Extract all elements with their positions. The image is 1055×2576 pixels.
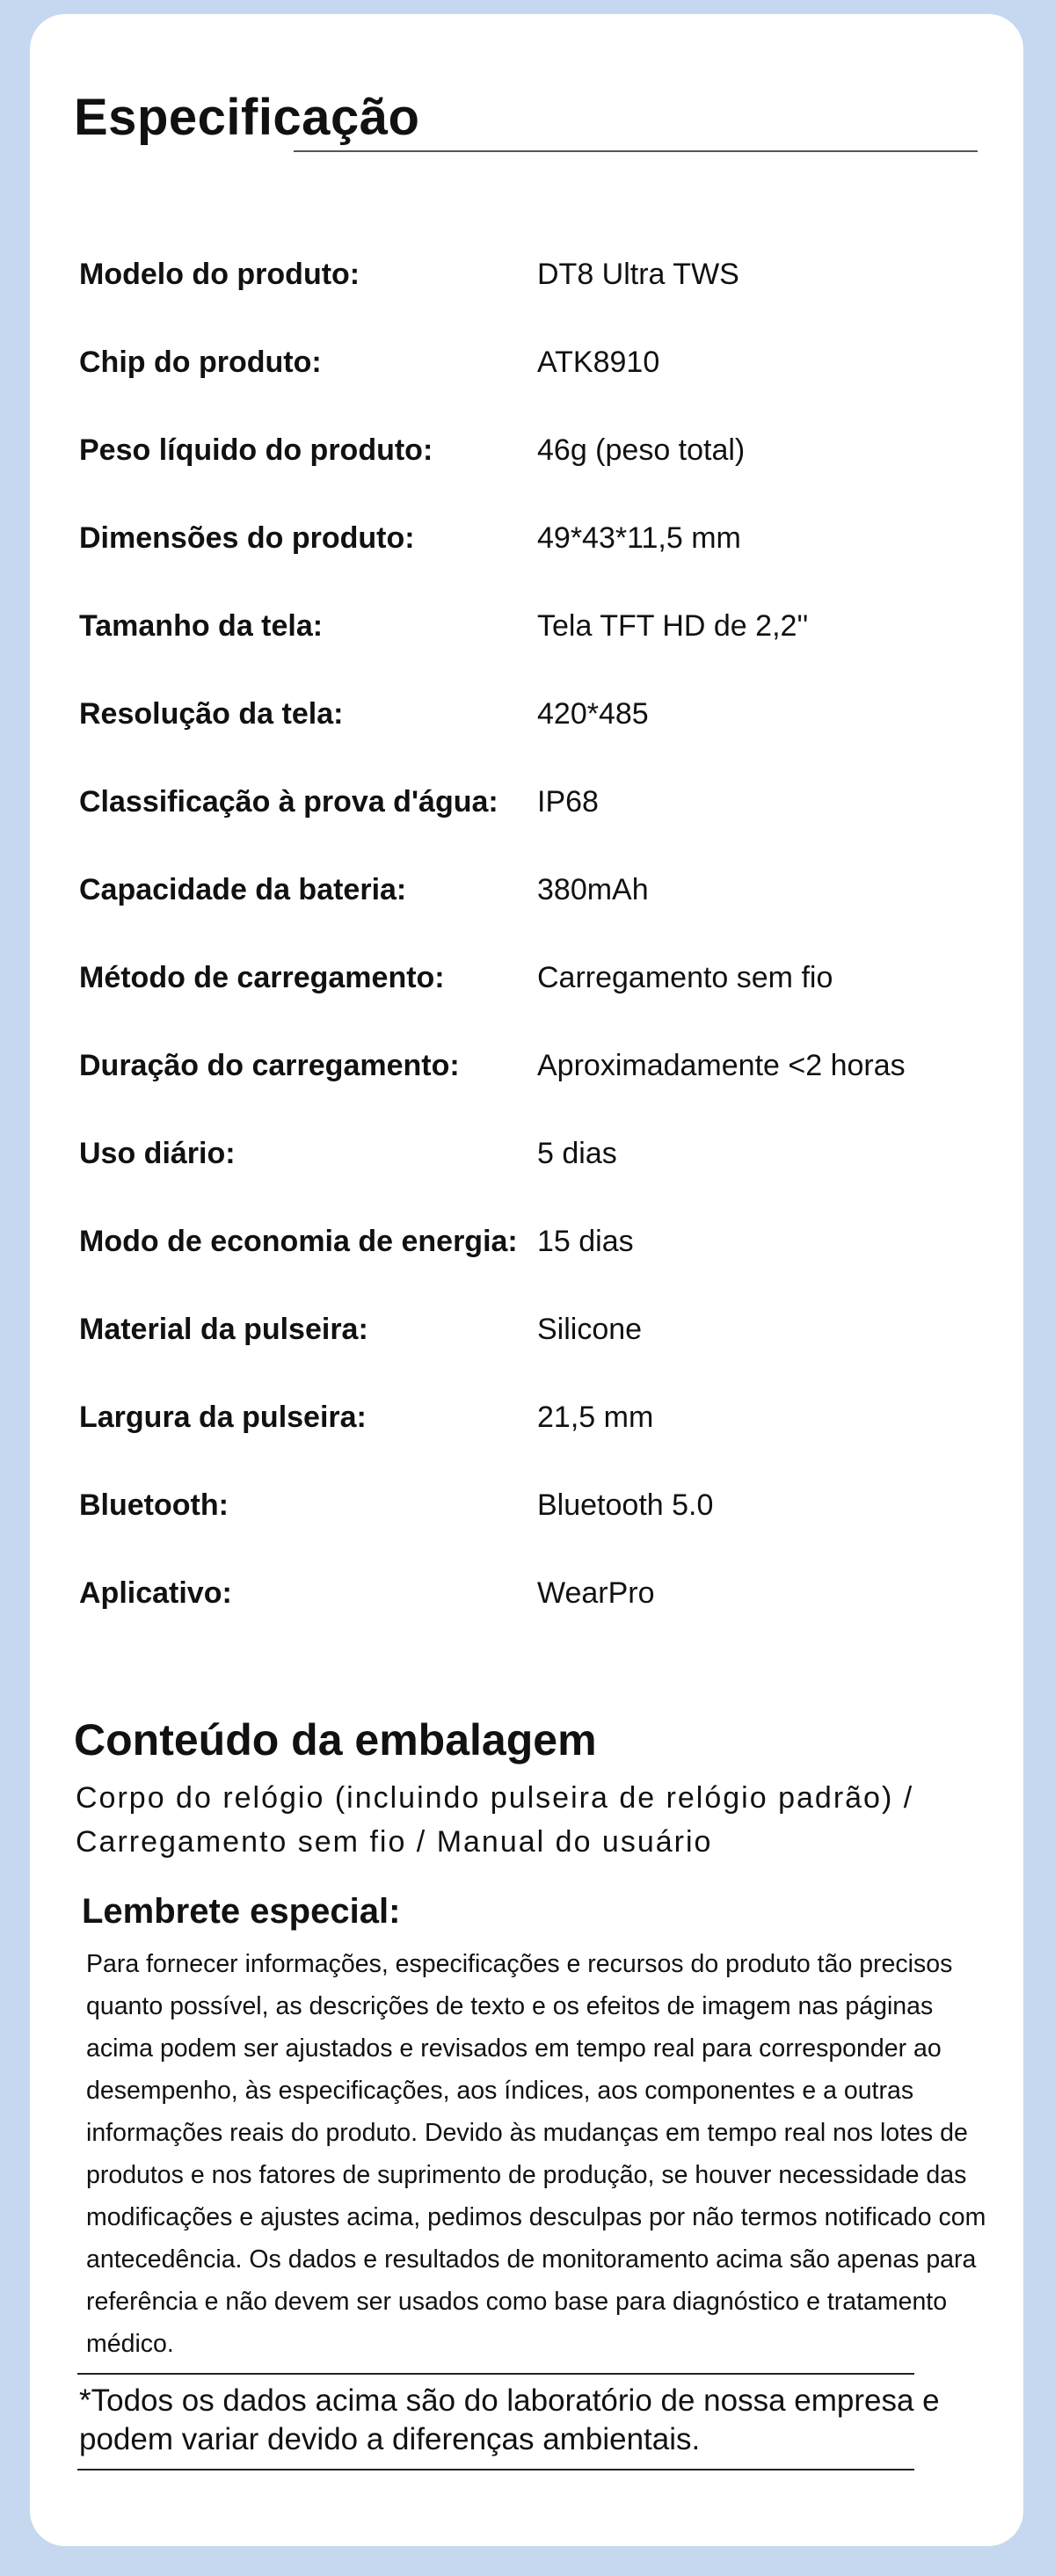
spec-label: Dimensões do produto: bbox=[79, 520, 415, 555]
spec-value: 21,5 mm bbox=[537, 1400, 654, 1434]
spec-table bbox=[79, 230, 993, 1637]
spec-row-charging-duration bbox=[79, 1022, 993, 1110]
footnote: *Todos os dados acima são do laboratório de nossa empresa e podem variar devido a diferenças ambientais. bbox=[79, 2383, 940, 2456]
spec-row-power-saving bbox=[79, 1197, 993, 1285]
spec-row-app bbox=[79, 1549, 993, 1637]
spec-row-strap-width bbox=[79, 1373, 993, 1461]
spec-label: Classificação à prova d'água: bbox=[79, 784, 498, 819]
spec-value: 49*43*11,5 mm bbox=[537, 520, 741, 555]
footnote-bottom-divider bbox=[77, 2469, 914, 2470]
spec-value: 380mAh bbox=[537, 872, 649, 906]
spec-value: Aproximadamente <2 horas bbox=[537, 1048, 906, 1082]
spec-value: WearPro bbox=[537, 1575, 655, 1610]
reminder-title: Lembrete especial: bbox=[82, 1892, 401, 1931]
spec-value: Silicone bbox=[537, 1312, 643, 1346]
spec-value: Tela TFT HD de 2,2'' bbox=[537, 608, 809, 643]
spec-value: DT8 Ultra TWS bbox=[537, 257, 739, 291]
spec-label: Modelo do produto: bbox=[79, 257, 360, 291]
spec-label: Método de carregamento: bbox=[79, 960, 445, 994]
spec-value: 5 dias bbox=[537, 1136, 617, 1170]
spec-label: Material da pulseira: bbox=[79, 1312, 368, 1346]
spec-label: Aplicativo: bbox=[79, 1575, 232, 1610]
reminder-text: Para fornecer informações, especificações e recursos do produto tão precisos quanto possível, as descrições de texto e os efeitos de imagem nas páginas acima podem ser ajustados e revisados em tempo real para corresponder ao desempenho, às especificações, aos índices, aos componentes e a outras informações reais do produto. Devido às mudanças em tempo real nos lotes de produtos e nos fatores de suprimento de produção, se houver necessidade das modificações e ajustes acima, pedimos desculpas por não termos notificado com antecedência. Os dados e resultados de monitoramento acima são apenas para referência e não devem ser usados como base para diagnóstico e tratamento médico. bbox=[86, 1950, 986, 2358]
spec-title: Especificação bbox=[74, 89, 420, 146]
spec-row-strap-material bbox=[79, 1285, 993, 1373]
spec-row-model bbox=[79, 230, 993, 318]
spec-label: Uso diário: bbox=[79, 1136, 236, 1170]
spec-row-battery bbox=[79, 846, 993, 934]
spec-row-daily-use bbox=[79, 1110, 993, 1197]
spec-label: Chip do produto: bbox=[79, 345, 322, 379]
spec-value: ATK8910 bbox=[537, 345, 660, 379]
spec-value: IP68 bbox=[537, 784, 599, 819]
spec-row-screen-size bbox=[79, 582, 993, 670]
spec-row-waterproof bbox=[79, 758, 993, 846]
footnote-top-divider bbox=[77, 2373, 914, 2375]
spec-value: 420*485 bbox=[537, 696, 649, 731]
package-contents: Corpo do relógio (incluindo pulseira de relógio padrão) / Carregamento sem fio / Manual do usuário bbox=[76, 1781, 914, 1859]
spec-label: Tamanho da tela: bbox=[79, 608, 324, 643]
spec-value: 15 dias bbox=[537, 1224, 634, 1258]
spec-label: Modo de economia de energia: bbox=[79, 1224, 518, 1258]
spec-value: Bluetooth 5.0 bbox=[537, 1488, 714, 1522]
spec-label: Capacidade da bateria: bbox=[79, 872, 407, 906]
spec-label: Peso líquido do produto: bbox=[79, 433, 433, 467]
spec-value: Carregamento sem fio bbox=[537, 960, 833, 994]
spec-label: Resolução da tela: bbox=[79, 696, 344, 731]
spec-label: Duração do carregamento: bbox=[79, 1048, 460, 1082]
spec-value: 46g (peso total) bbox=[537, 433, 746, 467]
title-divider bbox=[294, 150, 978, 152]
spec-row-charging-method bbox=[79, 934, 993, 1022]
spec-row-weight bbox=[79, 406, 993, 494]
spec-row-dimensions bbox=[79, 494, 993, 582]
spec-row-chip bbox=[79, 318, 993, 406]
spec-label: Largura da pulseira: bbox=[79, 1400, 367, 1434]
spec-row-bluetooth bbox=[79, 1461, 993, 1549]
spec-row-resolution bbox=[79, 670, 993, 758]
package-title: Conteúdo da embalagem bbox=[74, 1715, 597, 1765]
spec-label: Bluetooth: bbox=[79, 1488, 229, 1522]
